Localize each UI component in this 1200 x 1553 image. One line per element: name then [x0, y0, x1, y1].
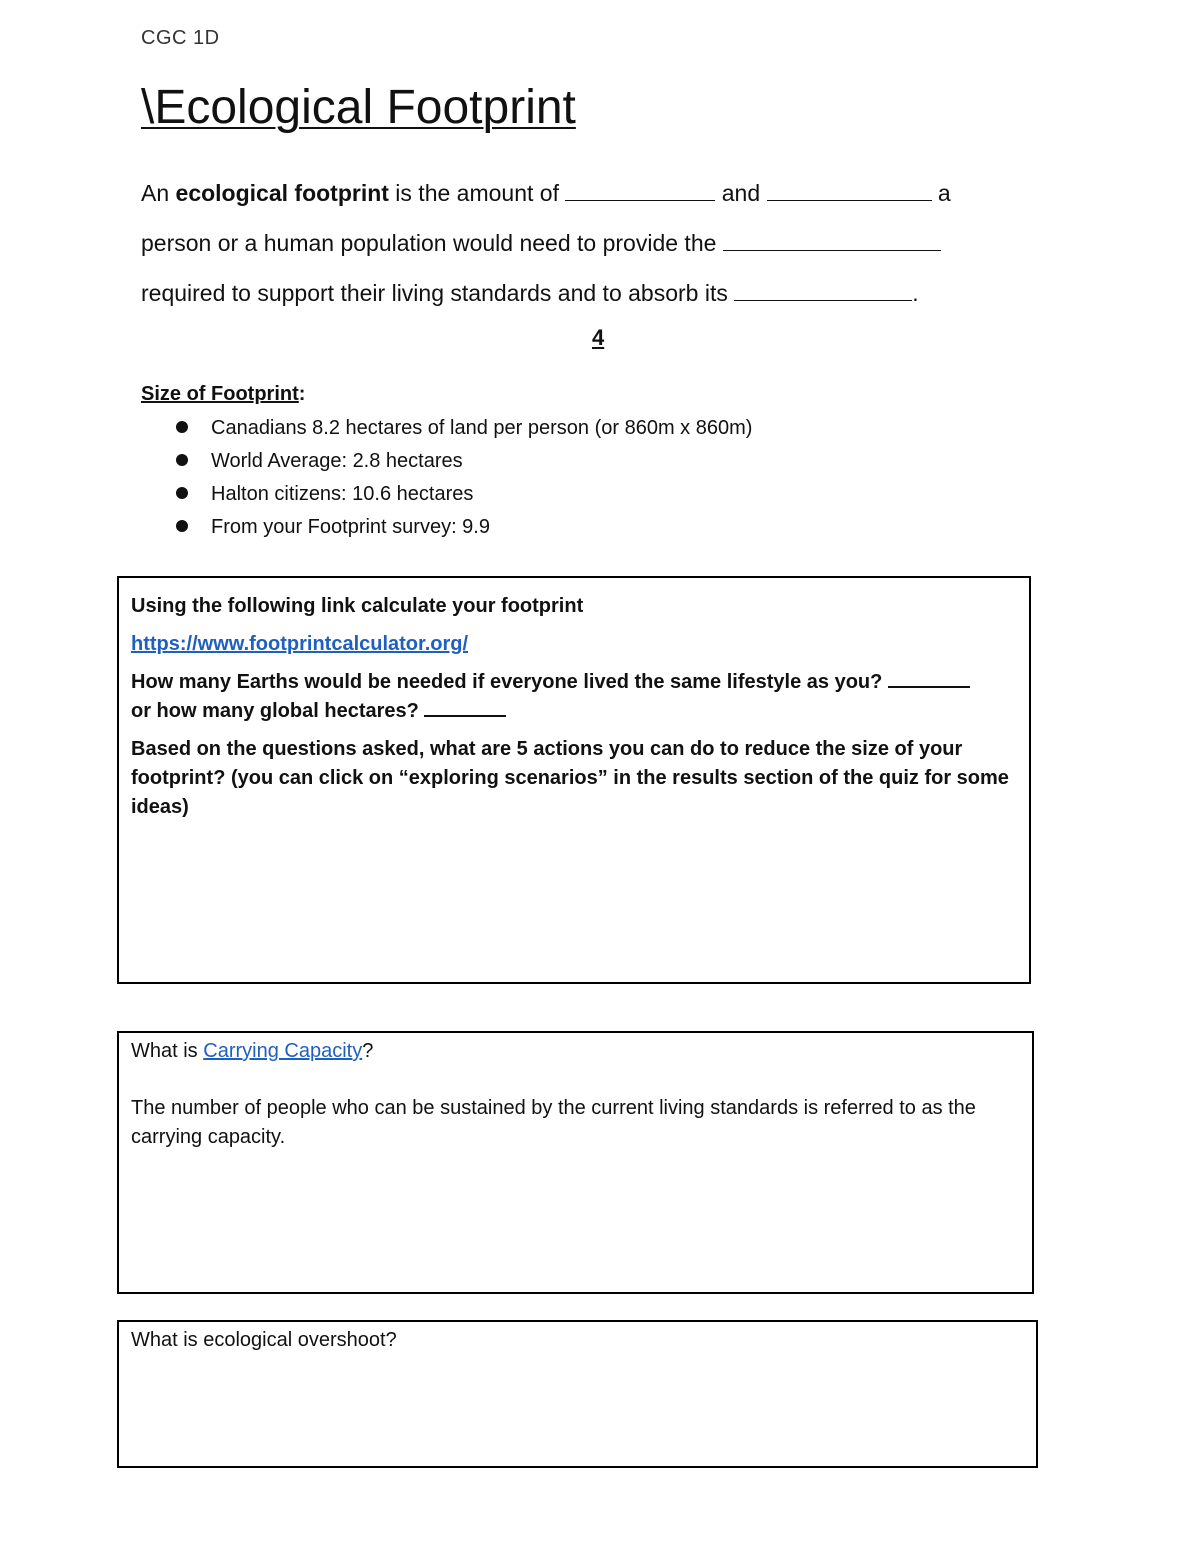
list-item	[176, 478, 752, 511]
list-item-text: World Average: 2.8 hectares	[211, 450, 463, 472]
definition-part-2: and	[715, 180, 767, 206]
definition-part-1: is the amount of	[388, 180, 566, 206]
page-number: 4	[592, 325, 605, 350]
earths-question	[131, 668, 1017, 726]
carrying-capacity-answer: The number of people who can be sustained by the current living standards is referred to as the carrying capacity.	[131, 1097, 976, 1148]
carrying-capacity-link[interactable]: Carrying Capacity	[203, 1040, 363, 1062]
ecological-overshoot-box	[117, 1320, 1038, 1468]
size-heading-text: Size of Footprint	[141, 383, 299, 405]
hectares-question-text: or how many global hectares?	[131, 700, 425, 722]
bullet-icon	[176, 421, 188, 433]
earths-answer-blank[interactable]	[888, 668, 970, 688]
footprint-calculator-box	[117, 576, 1031, 984]
carrying-capacity-box	[117, 1031, 1034, 1294]
bullet-icon	[176, 454, 188, 466]
list-item-text: From your Footprint survey: 9.9	[211, 516, 490, 538]
fill-in-blank-3[interactable]	[723, 232, 941, 251]
list-item	[176, 412, 752, 445]
definition-term: ecological footprint	[175, 180, 389, 206]
definition-intro: An	[141, 180, 176, 206]
list-item	[176, 445, 752, 478]
list-item	[176, 511, 752, 544]
definition-part-5: .	[912, 280, 919, 306]
definition-part-3: a person or a human population would need to provide the	[141, 180, 951, 256]
earths-question-text: How many Earths would be needed if everyone lived the same lifestyle as you?	[131, 671, 888, 693]
bullet-icon	[176, 487, 188, 499]
size-heading-colon: :	[298, 383, 306, 405]
list-item-text: Canadians 8.2 hectares of land per person (or 860m x 860m)	[211, 417, 753, 439]
page-title: \Ecological Footprint	[141, 81, 576, 134]
carrying-question-prefix: What is	[131, 1040, 204, 1062]
hectares-answer-blank[interactable]	[424, 697, 506, 717]
carrying-capacity-question	[131, 1037, 1020, 1066]
definition-part-4: required to support their living standards and to absorb its	[141, 280, 735, 306]
actions-question: Based on the questions asked, what are 5 actions you can do to reduce the size of your footprint? (you can click on “exploring scenarios” in the results section of the quiz for some ideas)	[131, 738, 1009, 818]
fill-in-blank-1[interactable]	[565, 182, 715, 201]
footprint-size-list	[176, 412, 752, 544]
footprint-calculator-link[interactable]: https://www.footprintcalculator.org/	[131, 633, 469, 655]
calculator-instruction: Using the following link calculate your footprint	[131, 595, 584, 617]
size-section-heading	[141, 383, 305, 406]
fill-in-blank-2[interactable]	[767, 182, 932, 201]
overshoot-question: What is ecological overshoot?	[131, 1329, 397, 1351]
fill-in-blank-4[interactable]	[734, 282, 912, 301]
course-code: CGC 1D	[141, 27, 220, 49]
carrying-question-suffix: ?	[362, 1040, 374, 1062]
definition-paragraph	[141, 168, 1021, 318]
list-item-text: Halton citizens: 10.6 hectares	[211, 483, 474, 505]
bullet-icon	[176, 520, 188, 532]
